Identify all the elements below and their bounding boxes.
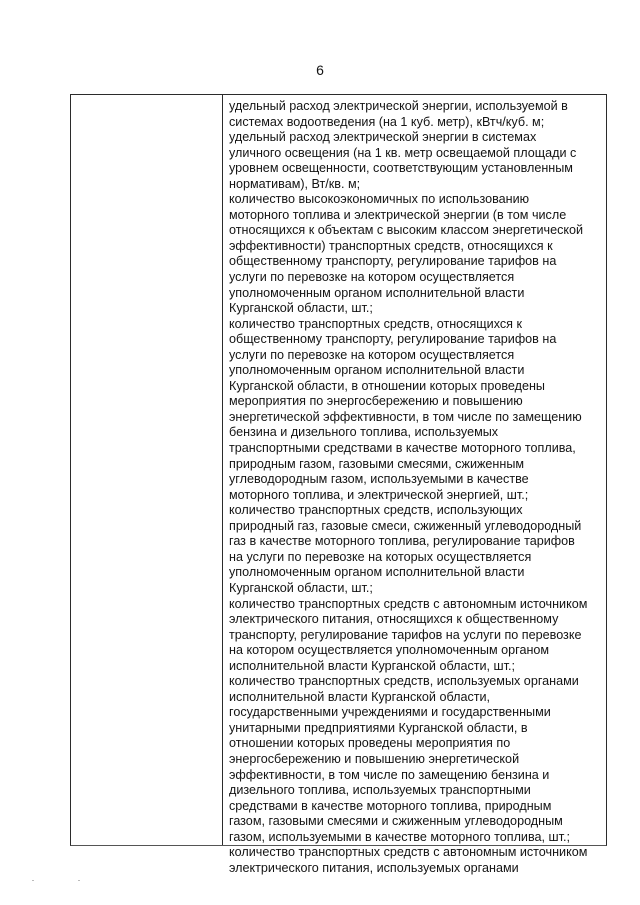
text-line: общественному транспорту, регулирование тарифов на	[229, 254, 557, 269]
text-line: нормативам), Вт/кв. м;	[229, 176, 361, 191]
text-line: унитарными предприятиями Курганской области, в	[229, 720, 528, 735]
text-line: Курганской области, шт.;	[229, 580, 373, 595]
text-line: количество транспортных средств, использующих	[229, 503, 523, 518]
text-line: государственными учреждениями и государственными	[229, 705, 551, 720]
text-line: средствами в качестве моторного топлива, природным	[229, 798, 552, 813]
text-line: количество транспортных средств с автономным источником	[229, 596, 588, 611]
text-line: исполнительной власти Курганской области,	[229, 689, 491, 704]
scan-speck	[32, 880, 34, 881]
text-line: моторного топлива, и электрической энергией, шт.;	[229, 487, 529, 502]
text-line: количество транспортных средств с автономным источником	[229, 845, 588, 860]
text-line: природным газом, газовыми смесями, сжиженным	[229, 456, 525, 471]
scan-speck	[78, 880, 80, 881]
text-line: газом, газовыми смесями и сжиженным углеводородным	[229, 814, 563, 829]
text-line: бензина и дизельного топлива, используемых	[229, 425, 499, 440]
text-line: уровнем освещенности, соответствующим установленным	[229, 161, 573, 176]
text-line: уполномоченным органом исполнительной власти	[229, 565, 525, 580]
text-line: Курганской области, в отношении которых проведены	[229, 378, 545, 393]
text-line: газом, используемыми в качестве моторного топлива, шт.;	[229, 829, 570, 844]
table-cell-indicators	[229, 99, 604, 876]
text-line: транспортными средствами в качестве моторного топлива,	[229, 441, 576, 456]
text-line: на котором осуществляется уполномоченным органом	[229, 643, 550, 658]
text-line: системах водоотведения (на 1 куб. метр), кВтч/куб. м;	[229, 114, 545, 129]
text-line: количество транспортных средств, используемых органами	[229, 674, 579, 689]
document-table	[70, 94, 607, 875]
text-line: эффективности) транспортных средств, относящихся к	[229, 238, 553, 253]
text-line: дизельного топлива, используемых транспортными	[229, 783, 531, 798]
text-line: моторного топлива и электрической энергии (в том числе	[229, 207, 567, 222]
text-line: газ в качестве моторного топлива, регулирование тарифов	[229, 534, 575, 549]
text-line: общественному транспорту, регулирование тарифов на	[229, 332, 557, 347]
text-line: мероприятия по энергосбережению и повышению	[229, 394, 523, 409]
text-line: на услуги по перевозке на которых осуществляется	[229, 549, 532, 564]
text-line: относящихся к объектам с высоким классом энергетической	[229, 223, 584, 238]
text-line: количество транспортных средств, относящихся к	[229, 316, 522, 331]
text-line: уполномоченным органом исполнительной власти	[229, 363, 525, 378]
text-line: транспорту, регулирование тарифов на услуги по перевозке	[229, 627, 582, 642]
text-line: электрического питания, относящихся к общественному	[229, 612, 559, 627]
text-line: уличного освещения (на 1 кв. метр освещаемой площади с	[229, 145, 577, 160]
text-line: природный газ, газовые смеси, сжиженный углеводородный	[229, 518, 582, 533]
column-divider	[222, 95, 223, 845]
text-line: удельный расход электрической энергии в системах	[229, 130, 537, 145]
text-line: удельный расход электрической энергии, используемой в	[229, 99, 568, 113]
text-line: энергосбережению и повышению энергетической	[229, 751, 520, 766]
text-line: услуги по перевозке на котором осуществляется	[229, 347, 515, 362]
text-line: электрического питания, используемых органами	[229, 860, 519, 875]
page-number: 6	[316, 62, 324, 78]
text-line: исполнительной власти Курганской области, шт.;	[229, 658, 516, 673]
text-line: углеводородным газом, используемыми в качестве	[229, 472, 529, 487]
text-line: энергетической эффективности, в том числе по замещению	[229, 409, 582, 424]
text-line: отношении которых проведены мероприятия по	[229, 736, 511, 751]
text-line: услуги по перевозке на котором осуществляется	[229, 270, 515, 285]
text-line: количество высокоэкономичных по использованию	[229, 192, 530, 207]
text-line: Курганской области, шт.;	[229, 301, 373, 316]
text-line: уполномоченным органом исполнительной власти	[229, 285, 525, 300]
text-line: эффективности, в том числе по замещению бензина и	[229, 767, 550, 782]
